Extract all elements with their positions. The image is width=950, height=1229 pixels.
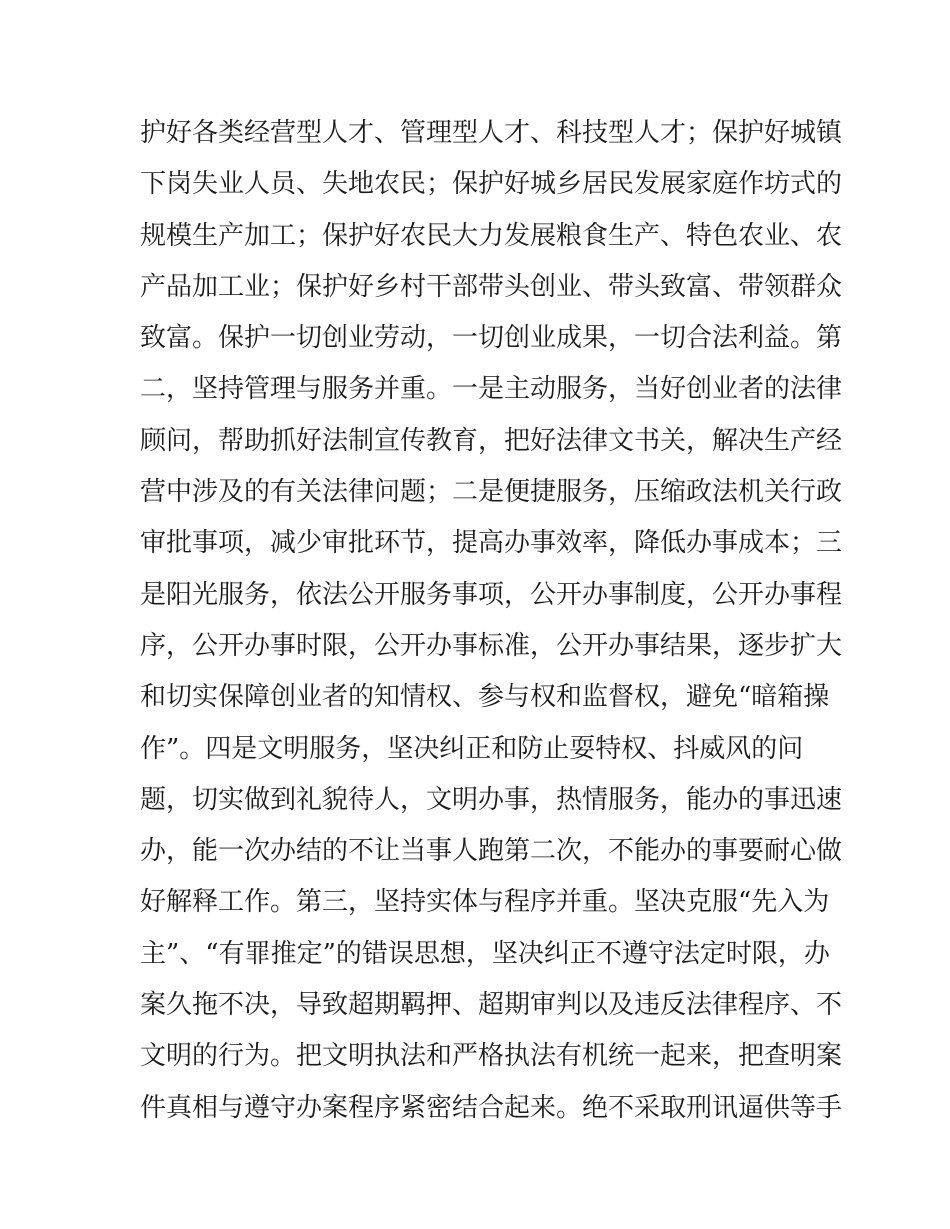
text-line-12: 和切实保障创业者的知情权、参与权和监督权，避免“暗箱操 [140,682,830,713]
text-line-4: 产品加工业；保护好乡村干部带头创业、带头致富、带领群众 [140,271,843,302]
text-line-8: 营中涉及的有关法律问题；二是便捷服务，压缩政法机关行政 [140,477,843,508]
text-line-18: 案久拖不决，导致超期羁押、超期审判以及违反法律程序、不 [140,990,843,1021]
text-line-11: 序，公开办事时限，公开办事标准，公开办事结果，逐步扩大 [140,630,843,661]
text-line-15: 办，能一次办结的不让当事人跑第二次，不能办的事要耐心做 [140,836,843,867]
text-line-13: 作”。四是文明服务，坚决纠正和防止耍特权、抖威风的问 [140,733,804,764]
text-line-19: 文明的行为。把文明执法和严格执法有机统一起来，把查明案 [140,1041,843,1072]
text-line-10: 是阳光服务，依法公开服务事项，公开办事制度，公开办事程 [140,579,843,610]
text-line-20: 件真相与遵守办案程序紧密结合起来。绝不采取刑讯逼供等手 [140,1092,843,1123]
text-line-7: 顾问，帮助抓好法制宣传教育，把好法律文书关，解决生产经 [140,425,843,456]
text-line-2: 下岗失业人员、失地农民；保护好城乡居民发展家庭作坊式的 [140,169,843,200]
text-line-1: 护好各类经营型人才、管理型人才、科技型人才；保护好城镇 [140,118,843,148]
text-line-9: 审批事项，减少审批环节，提高办事效率，降低办事成本；三 [140,528,843,559]
text-line-17: 主”、“有罪推定”的错误思想，坚决纠正不遵守法定时限，办 [140,938,830,969]
text-line-5: 致富。保护一切创业劳动，一切创业成果，一切合法利益。第 [140,323,843,354]
text-line-16: 好解释工作。第三，坚持实体与程序并重。坚决克服“先入为 [140,887,830,918]
text-line-6: 二，坚持管理与服务并重。一是主动服务，当好创业者的法律 [140,374,843,405]
text-line-3: 规模生产加工；保护好农民大力发展粮食生产、特色农业、农 [140,220,843,251]
body-paragraph [140,108,843,1134]
text-line-14: 题，切实做到礼貌待人，文明办事，热情服务，能办的事迅速 [140,784,843,815]
